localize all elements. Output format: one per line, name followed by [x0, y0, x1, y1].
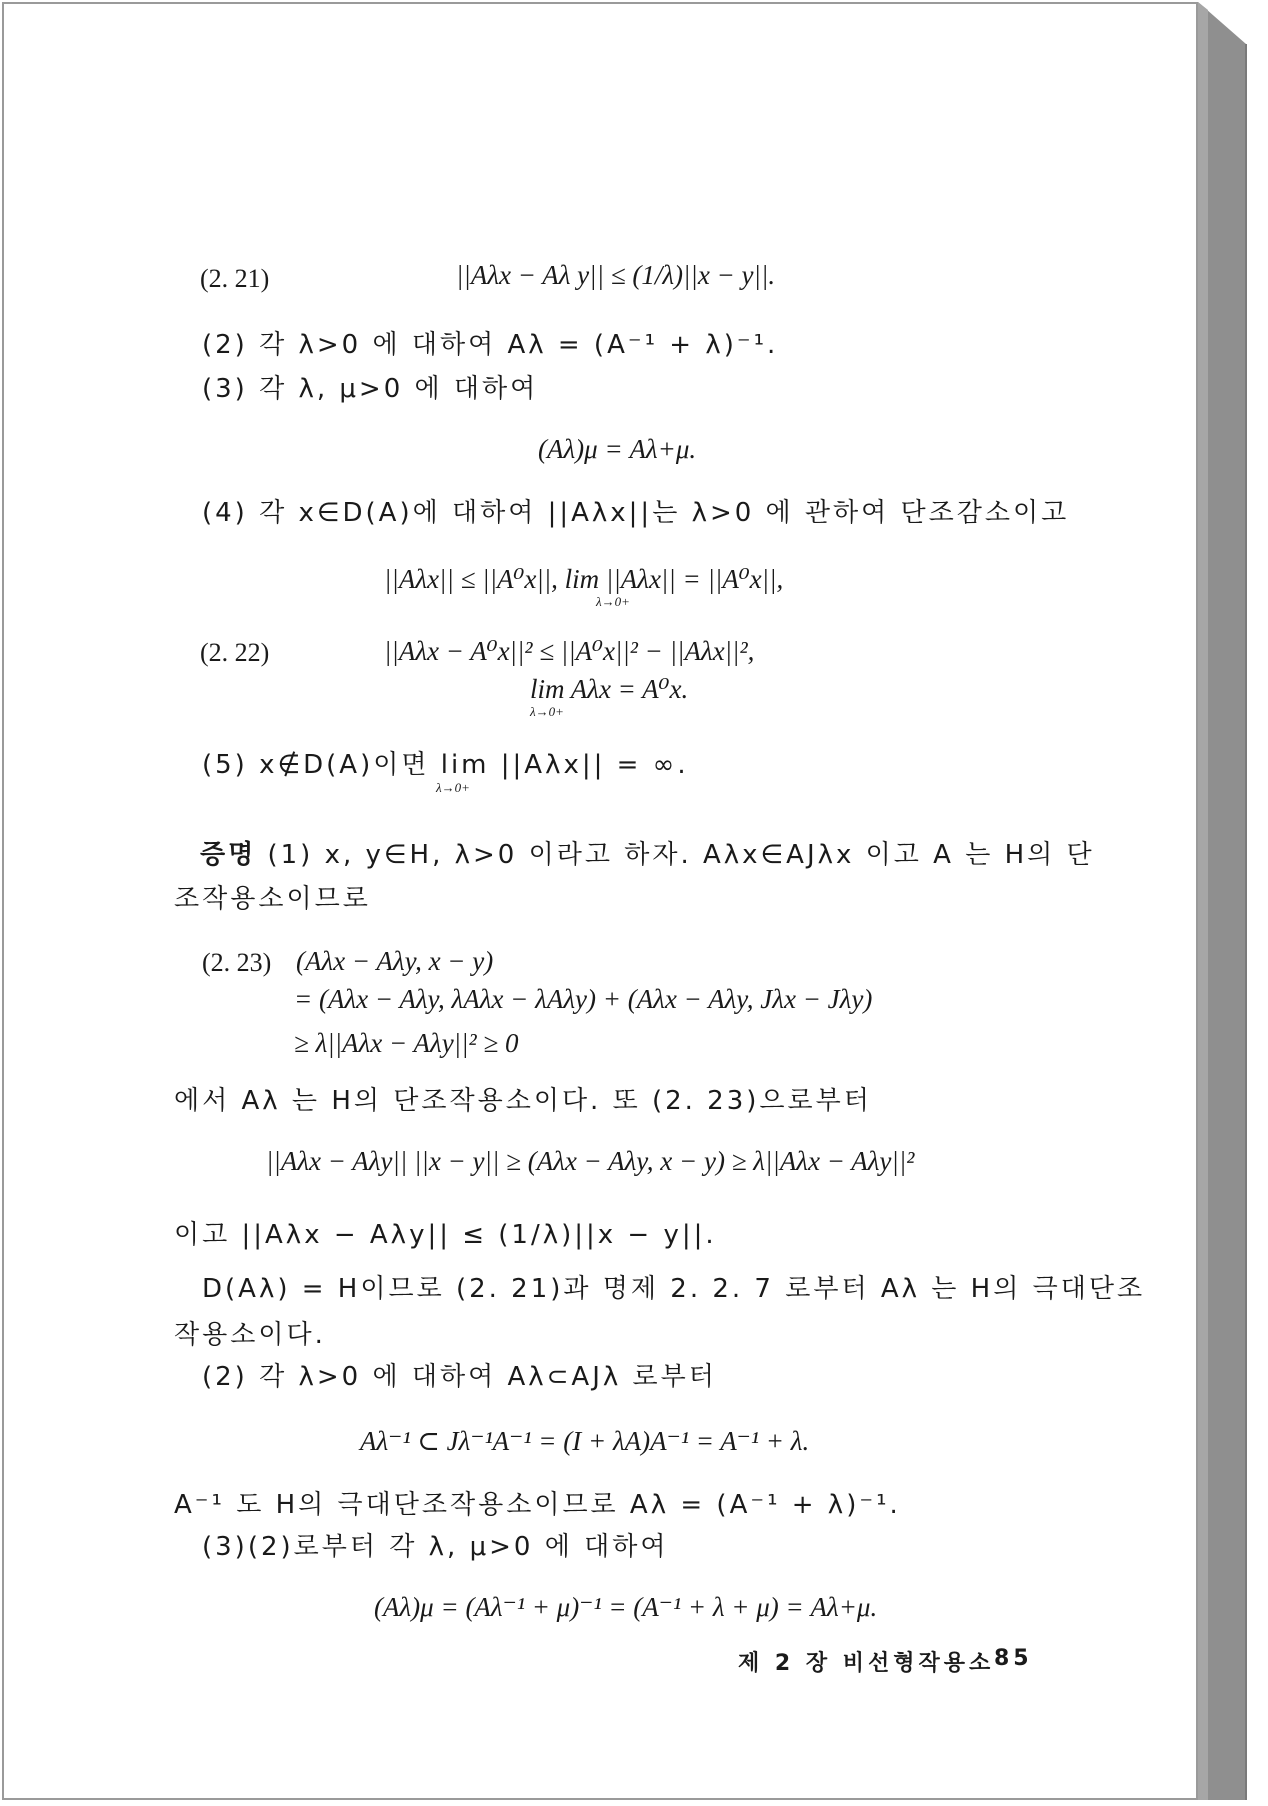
equation-2-23-line-1: (Aλx − Aλy, x − y) [296, 946, 494, 976]
equation-number-2-22: (2. 22) [200, 638, 270, 667]
book-page-edge [1198, 2, 1250, 1800]
equation-2-22-line-1: ||Aλx − A⁰x||² ≤ ||A⁰x||² − ||Aλx||², [384, 636, 755, 666]
equation-f: Aλ⁻¹ ⊂ Jλ⁻¹A⁻¹ = (I + λA)A⁻¹ = A⁻¹ + λ. [360, 1426, 810, 1456]
proof-label: 증명 [200, 840, 257, 870]
item-4-text: (4) 각 x∈D(A)에 대하여 ||Aλx||는 λ>0 에 관하여 단조감소이고 [202, 498, 1070, 528]
equation-2-22-limit-subscript: λ→0+ [530, 704, 564, 719]
item-3-equation: (Aλ)μ = Aλ+μ. [538, 434, 697, 464]
text-line-e: (2) 각 λ>0 에 대하여 Aλ⊂AJλ 로부터 [202, 1362, 717, 1392]
equation-2-23-line-3: ≥ λ||Aλx − Aλy||² ≥ 0 [294, 1028, 519, 1058]
equation-2-21: ||Aλx − Aλ y|| ≤ (1/λ)||x − y||. [456, 260, 776, 290]
equation-number-2-21: (2. 21) [200, 264, 270, 293]
equation-2-22-line-2: lim Aλx = A⁰x. [530, 674, 689, 704]
item-5-text: (5) x∉D(A)이면 lim ||Aλx|| = ∞. [202, 750, 689, 780]
proof-line-2: 조작용소이므로 [174, 884, 371, 914]
running-footer: 제 2 장 비선형작용소 [738, 1651, 995, 1676]
text-line-a: 에서 Aλ 는 H의 단조작용소이다. 또 (2. 23)으로부터 [174, 1086, 872, 1116]
proof-line-1 [200, 842, 1095, 868]
text-line-h: (3)(2)로부터 각 λ, μ>0 에 대하여 [202, 1532, 669, 1562]
item-4-equation: ||Aλx|| ≤ ||A⁰x||, lim ||Aλx|| = ||A⁰x||, [384, 564, 784, 594]
page-number: 85 [994, 1646, 1033, 1671]
equation-number-2-23: (2. 23) [202, 948, 272, 977]
item-4-limit-subscript: λ→0+ [596, 594, 630, 609]
proof-line-1-text: (1) x, y∈H, λ>0 이라고 하자. Aλx∈AJλx 이고 A 는 H의 단 [267, 840, 1095, 870]
item-3-text: (3) 각 λ, μ>0 에 대하여 [202, 374, 539, 404]
text-line-c: 이고 ||Aλx − Aλy|| ≤ (1/λ)||x − y||. [174, 1220, 717, 1250]
book-page [2, 2, 1198, 1800]
equation-i: (Aλ)μ = (Aλ⁻¹ + μ)⁻¹ = (A⁻¹ + λ + μ) = Aλ+μ. [374, 1592, 878, 1622]
equation-2-23-line-2: = (Aλx − Aλy, λAλx − λAλy) + (Aλx − Aλy, Jλx − Jλy) [294, 984, 873, 1014]
item-2-text: (2) 각 λ>0 에 대하여 Aλ = (A⁻¹ + λ)⁻¹. [202, 330, 779, 360]
text-line-d1: D(Aλ) = H이므로 (2. 21)과 명제 2. 2. 7 로부터 Aλ 는 H의 극대단조 [202, 1274, 1146, 1304]
text-line-g: A⁻¹ 도 H의 극대단조작용소이므로 Aλ = (A⁻¹ + λ)⁻¹. [174, 1490, 901, 1520]
text-line-d2: 작용소이다. [174, 1320, 326, 1350]
equation-b: ||Aλx − Aλy|| ||x − y|| ≥ (Aλx − Aλy, x − y) ≥ λ||Aλx − Aλy||² [266, 1146, 915, 1176]
item-5-limit-subscript: λ→0+ [436, 780, 470, 795]
